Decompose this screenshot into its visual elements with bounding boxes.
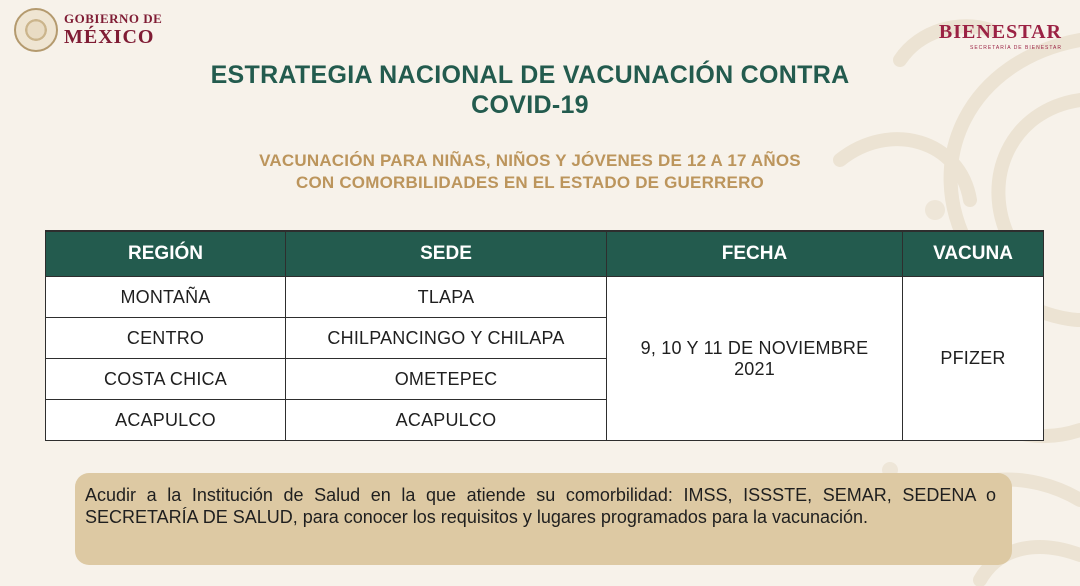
sede-cell: CHILPANCINGO Y CHILAPA — [286, 318, 607, 359]
header-sede: SEDE — [286, 231, 607, 277]
table-header-row — [46, 231, 1044, 277]
bienestar-subtitle: SECRETARÍA DE BIENESTAR — [970, 45, 1062, 51]
vaccination-schedule-table — [45, 230, 1031, 441]
subtitle-line1: VACUNACIÓN PARA NIÑAS, NIÑOS Y JÓVENES DE 12 A 17 AÑOS — [259, 151, 801, 170]
header-fecha: FECHA — [607, 231, 903, 277]
table-row — [46, 277, 1044, 318]
region-cell: MONTAÑA — [46, 277, 286, 318]
header-vacuna: VACUNA — [903, 231, 1044, 277]
vacuna-cell: PFIZER — [903, 277, 1044, 441]
gobierno-de-mexico-logo — [14, 8, 189, 54]
gobierno-line1: GOBIERNO DE — [64, 11, 163, 26]
page-subtitle — [100, 150, 960, 194]
title-line2: COVID-19 — [471, 91, 589, 119]
page-title — [100, 60, 960, 120]
header-region: REGIÓN — [46, 231, 286, 277]
national-seal-icon — [14, 8, 58, 52]
fecha-cell — [607, 277, 903, 441]
region-cell: ACAPULCO — [46, 400, 286, 441]
bienestar-name: BIENESTAR — [938, 21, 1062, 43]
sede-cell: OMETEPEC — [286, 359, 607, 400]
region-cell: CENTRO — [46, 318, 286, 359]
info-note: Acudir a la Institución de Salud en la que atiende su comorbilidad: IMSS, ISSSTE, SEMAR, SEDENA o SECRETARÍA DE SALUD, para conocer los requisitos y lugares programados para la vacunación. — [75, 473, 1012, 565]
sede-cell: ACAPULCO — [286, 400, 607, 441]
fecha-line1: 9, 10 Y 11 DE NOVIEMBRE — [640, 337, 869, 358]
gobierno-line2: MÉXICO — [64, 26, 155, 48]
region-cell: COSTA CHICA — [46, 359, 286, 400]
subtitle-line2: CON COMORBILIDADES EN EL ESTADO DE GUERRERO — [296, 173, 764, 192]
title-line1: ESTRATEGIA NACIONAL DE VACUNACIÓN CONTRA — [210, 61, 850, 89]
fecha-line2: 2021 — [734, 358, 775, 379]
sede-cell: TLAPA — [286, 277, 607, 318]
bienestar-logo — [939, 22, 1062, 51]
